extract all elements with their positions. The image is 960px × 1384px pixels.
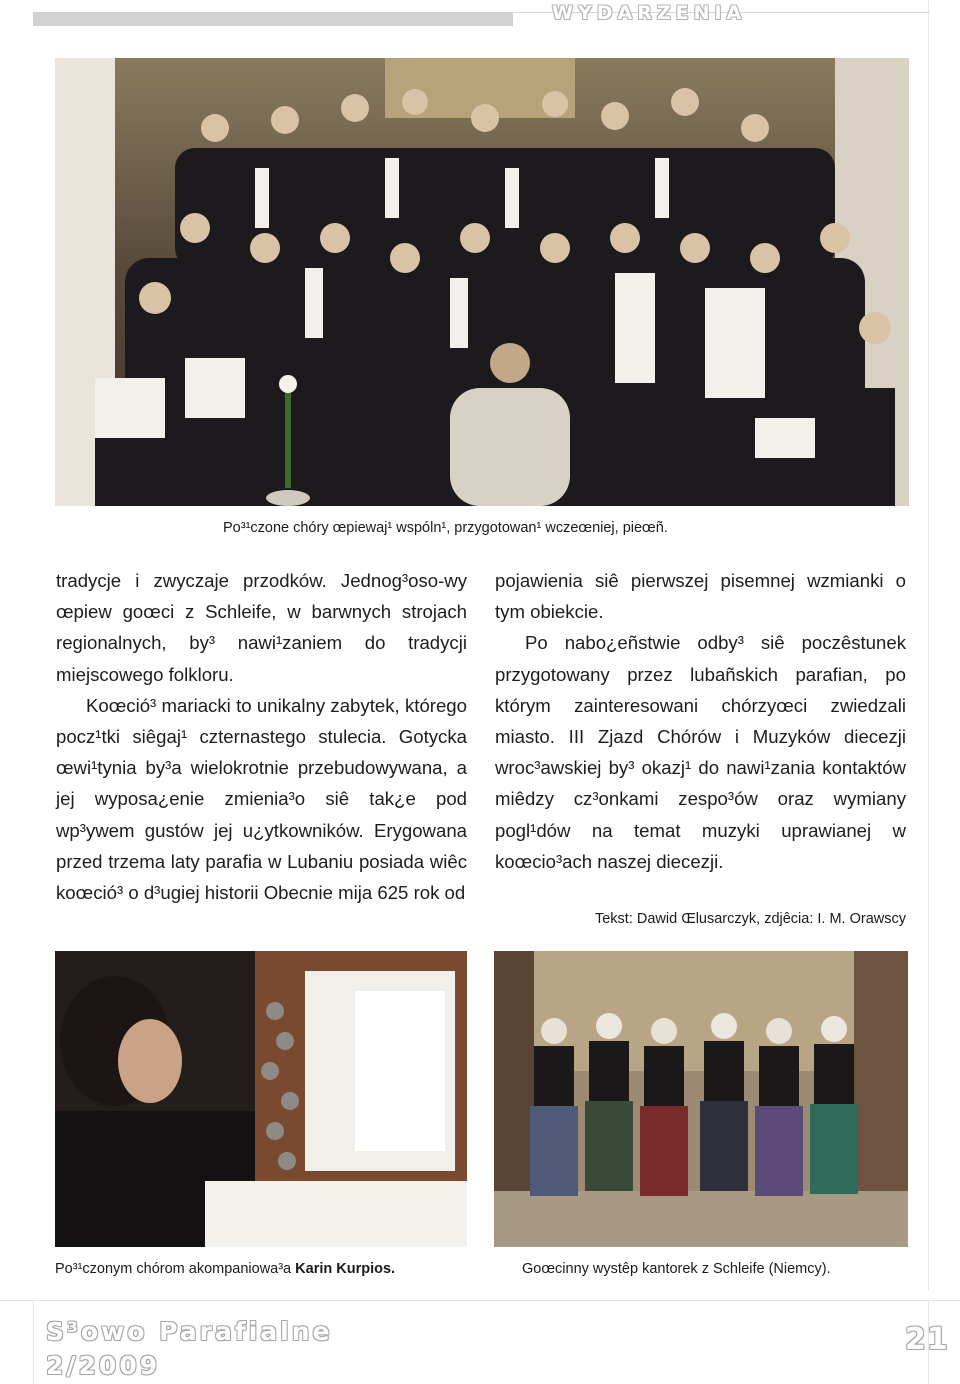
magazine-issue: 2/2009	[46, 1351, 161, 1380]
folk-choir-photo	[494, 951, 908, 1247]
article-credit: Tekst: Dawid Œlusarczyk, zdjêcia: I. M. Orawscy	[594, 911, 906, 927]
organist-caption	[55, 1261, 395, 1277]
right-paragraph-1: pojawienia siê pierwszej pisemnej wzmianki o tym obiekcie.	[495, 570, 906, 623]
section-label: WYDARZENIA	[552, 2, 747, 24]
top-photo-caption: Po³¹czone chóry œpiewaj¹ wspóln¹, przygotowan¹ wczeœniej, pieœñ.	[223, 520, 668, 536]
article-left-column	[56, 565, 467, 908]
page-number: 21	[905, 1322, 949, 1357]
left-paragraph-1: tradycje i zwyczaje przodków. Jednog³oso-wy œpiew goœci z Schleife, w barwnych strojach regionalnych, by³ nawi¹zaniem do tradycji miejscowego folkloru.	[56, 570, 467, 685]
organist-photo	[55, 951, 467, 1247]
footer-left-rule	[33, 1300, 34, 1384]
right-paragraph-2: Po nabo¿eñstwie odby³ siê poczêstunek przygotowany przez lubañskich parafian, po którym zainteresowani chórzyœci zwiedzali miasto. III Zjazd Chórów i Muzyków diecezji wroc³awskiej by³ okazj¹ do nawi¹zania kontaktów miêdzy cz³onkami zespo³ów oraz wymiany pogl¹dów na temat muzyki uprawianej w koœcio³ach naszej diecezji.	[495, 632, 906, 872]
organist-name: Karin Kurpios.	[295, 1261, 396, 1277]
article-right-column	[495, 565, 906, 877]
page-edge-rule	[928, 0, 929, 1290]
footer-rule	[0, 1300, 960, 1301]
choir-photo	[55, 58, 909, 506]
folk-choir-caption: Goœcinny wystêp kantorek z Schleife (Niemcy).	[522, 1261, 831, 1277]
magazine-title: S³owo Parafialne	[46, 1317, 333, 1346]
organist-caption-text: Po³¹czonym chórom akompaniowa³a	[55, 1261, 296, 1277]
left-paragraph-2: Koœció³ mariacki to unikalny zabytek, którego pocz¹tki siêgaj¹ czternastego stulecia. Gotycka œwi¹tynia by³a wielokrotnie przebudowywana, a jej wyposa¿enie zmienia³o siê tak¿e pod wp³ywem gustów jej u¿ytkowników. Erygowana przed trzema laty parafia w Lubaniu posiada wiêc koœció³ o d³ugiej historii Obecnie mija 625 rok od	[56, 694, 467, 904]
header-bar	[33, 12, 513, 26]
